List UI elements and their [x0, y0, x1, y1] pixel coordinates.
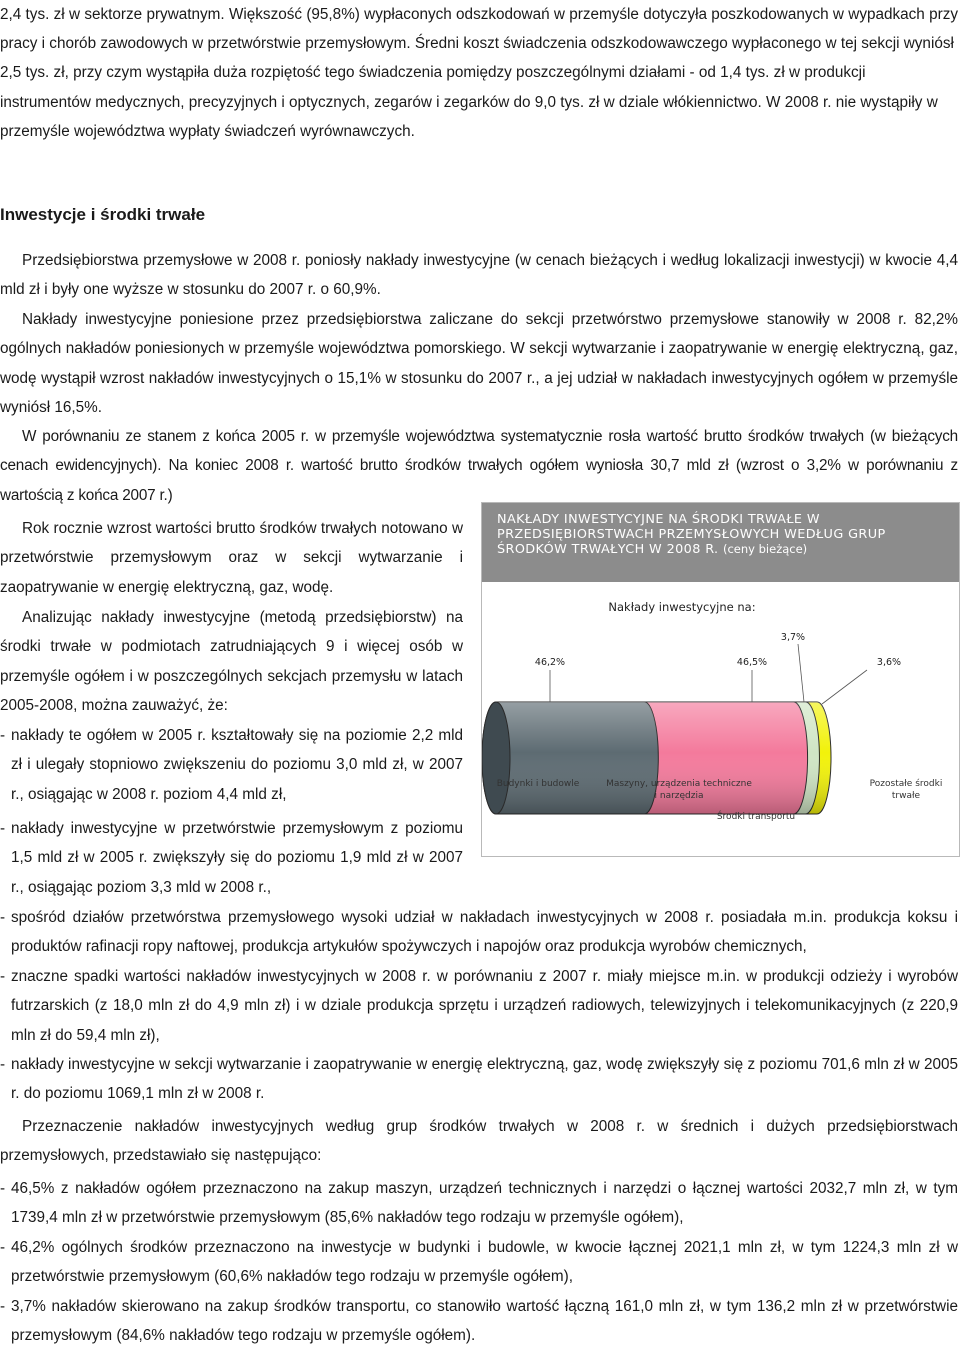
bullet-text: nakłady inwestycyjne w sekcji wytwarzanie i zaopatrywanie w energię elektryczną, gaz, wodę zwiększyły się z poziomu 701,6 mln zł w 2005 r. do poziomu 1069,1 mln zł w 2008 r.	[11, 1056, 958, 1103]
chart-category-label: Środki transportu	[716, 812, 796, 822]
bullet-item: - nakłady inwestycyjne w przetwórstwie przemysłowym z poziomu 1,5 mld zł w 2005 r. zwiększyły się do poziomu 1,9 mld zł w 2007 r., osiągając poziom 3,3 mld w 2008 r.,	[0, 814, 463, 902]
chart-leader-line	[798, 644, 804, 702]
bullet-item: - spośród działów przetwórstwa przemysłowego wysoki udział w nakładach inwestycyjnych w 2008 r. posiadała m.in. produkcja koksu i produktów rafinacji ropy naftowej, produkcja artykułów spożywczych i napojów oraz produkcja wyrobów chemicznych,	[0, 903, 958, 962]
chart-title-suffix: (ceny bieżące)	[723, 542, 808, 556]
intro-line-1: 2,4 tys. zł w sektorze prywatnym. Większość (95,8%) wypłaconych odszkodowań w przemyśle dotyczyła poszkodowanych w wypadkach przy	[0, 6, 958, 23]
chart-leader-line	[822, 670, 867, 704]
paragraph-investment-total: Przedsiębiorstwa przemysłowe w 2008 r. poniosły nakłady inwestycyjne (w cenach bieżących i według lokalizacji inwestycji) w kwocie 4,4 mld zł i były one wyższe w stosunku do 2007 r. o 60,9%.	[0, 252, 958, 299]
chart-layer	[482, 632, 942, 822]
bullet-text: nakłady inwestycyjne w przetwórstwie przemysłowym z poziomu 1,5 mld zł w 2005 r. zwiększyły się do poziomu 1,9 mld zł w 2007 r., osiągając poziom 3,3 mld w 2008 r.,	[11, 820, 463, 896]
chart-title	[497, 513, 947, 558]
section-heading: Inwestycje i środki trwałe	[0, 205, 206, 224]
intro-paragraph: pracy i chorób zawodowych w przetwórstwie przemysłowym. Średni koszt świadczenia odszkodowawczego wypłaconego w tej sekcji wyniósł 2,5 tys. zł, przy czym wystąpiła duża rozpiętość tego świadczenia pomiędzy poszczególnymi działami - od 1,4 tys. zł w produkcji instrumentów medycznych, precyzyjnych i optycznych, zegarów i zegarków do 9,0 tys. zł w dziale włókiennictwo. W 2008 r. nie wystąpiły w przemyśle województwa wypłaty świadczeń wyrównawczych.	[0, 35, 954, 140]
chart-category-label: Pozostałe środki trwałe	[869, 779, 943, 801]
chart-subtitle: Nakłady inwestycyjne na:	[608, 600, 756, 614]
bullet-text: znaczne spadki wartości nakładów inwestycyjnych w 2008 r. w porównaniu z 2007 r. miały miejsce m.in. w produkcji odzieży i wyrobów futrzarskich (z 18,0 mln zł do 4,9 mln zł) i w dziale produkcja sprzętu i urządzeń radiowych, telewizyjnych i telekomunikacyjnych (z 220,9 mln zł do 59,4 mln zł),	[11, 968, 958, 1044]
chart-bar-cap	[482, 702, 510, 814]
bullet-text: 46,2% ogólnych środków przeznaczono na inwestycje w budynki i budowle, w kwocie łącznej 2021,1 mln zł, w tym 1224,3 mln zł w przetwórstwie przemysłowym (60,6% nakładów tego rodzaju w przemyśle ogółem),	[11, 1239, 958, 1286]
bullet-item: - 46,5% z nakładów ogółem przeznaczono na zakup maszyn, urządzeń technicznych i narzędzi o łącznej wartości 2032,7 mln zł, w tym 1739,4 mln zł w przetwórstwie przemysłowym (85,6% nakładów tego rodzaju w przemyśle ogółem),	[0, 1174, 958, 1233]
paragraph-allocation: Przeznaczenie nakładów inwestycyjnych według grup środków trwałych w 2008 r. w średnich i dużych przedsiębiorstwach przemysłowych, przedstawiało się następująco:	[0, 1118, 958, 1165]
paragraph-annual-growth: Rok rocznie wzrost wartości brutto środków trwałych notowano w przetwórstwie przemysłowym oraz w sekcji wytwarzanie i zaopatrywanie w energię elektryczną, gaz, wodę.	[0, 520, 463, 596]
bullet-item: - nakłady te ogółem w 2005 r. kształtowały się na poziomie 2,2 mld zł i ulegały stopniowo zwiększeniu do poziomu 3,0 mld zł, w 2007 r., osiągając w 2008 r. poziom 4,4 mld zł,	[0, 721, 463, 809]
chart-value-label: 3,7%	[780, 632, 806, 643]
chart-header	[482, 503, 959, 582]
bullet-text: 46,5% z nakładów ogółem przeznaczono na zakup maszyn, urządzeń technicznych i narzędzi o łącznej wartości 2032,7 mln zł, w tym 1739,4 mln zł w przetwórstwie przemysłowym (85,6% nakładów tego rodzaju w przemyśle ogółem),	[11, 1180, 958, 1227]
bullet-text: 3,7% nakładów skierowano na zakup środków transportu, co stanowiło wartość łączną 161,0 mln zł, w tym 136,2 mln zł w przetwórstwie przemysłowym (84,6% nakładów tego rodzaju w przemyśle ogółem).	[11, 1298, 958, 1345]
bullet-item: - znaczne spadki wartości nakładów inwestycyjnych w 2008 r. w porównaniu z 2007 r. miały miejsce m.in. w produkcji odzieży i wyrobów futrzarskich (z 18,0 mln zł do 4,9 mln zł) i w dziale produkcja sprzętu i urządzeń radiowych, telewizyjnych i telekomunikacyjnych (z 220,9 mln zł do 59,4 mln zł),	[0, 962, 958, 1050]
paragraph-analysis: Analizując nakłady inwestycyjne (metodą przedsiębiorstw) na środki trwałe w podmiotach zatrudniających 9 i więcej osób w przemyśle ogółem i w poszczególnych sekcjach przemysłu w latach 2005-2008, można zauważyć, że:	[0, 609, 463, 714]
bullet-item: - 46,2% ogólnych środków przeznaczono na inwestycje w budynki i budowle, w kwocie łącznej 2021,1 mln zł, w tym 1224,3 mln zł w przetwórstwie przemysłowym (60,6% nakładów tego rodzaju w przemyśle ogółem),	[0, 1233, 958, 1292]
chart-value-label: 46,2%	[534, 657, 566, 668]
bullet-text: nakłady te ogółem w 2005 r. kształtowały się na poziomie 2,2 mld zł i ulegały stopniowo zwiększeniu do poziomu 3,0 mld zł, w 2007 r., osiągając w 2008 r. poziom 4,4 mld zł,	[11, 727, 463, 803]
chart-category-label: Budynki i budowle	[496, 779, 580, 789]
chart-value-label: 3,6%	[876, 657, 902, 668]
bullet-item: - nakłady inwestycyjne w sekcji wytwarzanie i zaopatrywanie w energię elektryczną, gaz, wodę zwiększyły się z poziomu 701,6 mln zł w 2005 r. do poziomu 1069,1 mln zł w 2008 r.	[0, 1050, 958, 1109]
paragraph-fixed-assets: W porównaniu ze stanem z końca 2005 r. w przemyśle województwa systematycznie rosła wartość brutto środków trwałych (w bieżących cenach ewidencyjnych). Na koniec 2008 r. wartość brutto środków trwałych ogółem wyniosła 30,7 mld zł (wzrost o 3,2% w porównaniu z wartością z końca 2007 r.)	[0, 428, 958, 504]
chart-title-text: NAKŁADY INWESTYCYJNE NA ŚRODKI TRWAŁE W PRZEDSIĘBIORSTWACH PRZEMYSŁOWYCH WEDŁUG GRUP ŚRODKÓW TRWAŁYCH W 2008 R.	[497, 512, 886, 557]
chart-panel	[481, 502, 960, 857]
chart-svg	[482, 582, 959, 856]
paragraph-investment-share: Nakłady inwestycyjne poniesione przez przedsiębiorstwa zaliczane do sekcji przetwórstwo przemysłowe stanowiły w 2008 r. 82,2% ogólnych nakładów poniesionych w przemyśle województwa pomorskiego. W sekcji wytwarzanie i zaopatrywanie w energię elektryczną, gaz, wodę wystąpił wzrost nakładów inwestycyjnych o 15,1% w stosunku do 2007 r., a jej udział w nakładach inwestycyjnych ogółem w przemyśle wyniósł 16,5%.	[0, 311, 958, 416]
chart-category-label: Maszyny, urządzenia techniczne i narzędzia	[606, 779, 752, 801]
bullet-item: - 3,7% nakładów skierowano na zakup środków transportu, co stanowiło wartość łączną 161,0 mln zł, w tym 136,2 mln zł w przetwórstwie przemysłowym (84,6% nakładów tego rodzaju w przemyśle ogółem).	[0, 1292, 958, 1351]
bullet-text: spośród działów przetwórstwa przemysłowego wysoki udział w nakładach inwestycyjnych w 2008 r. posiadała m.in. produkcja koksu i produktów rafinacji ropy naftowej, produkcja artykułów spożywczych i napojów oraz produkcja wyrobów chemicznych,	[11, 909, 958, 956]
chart-value-label: 46,5%	[736, 657, 768, 668]
